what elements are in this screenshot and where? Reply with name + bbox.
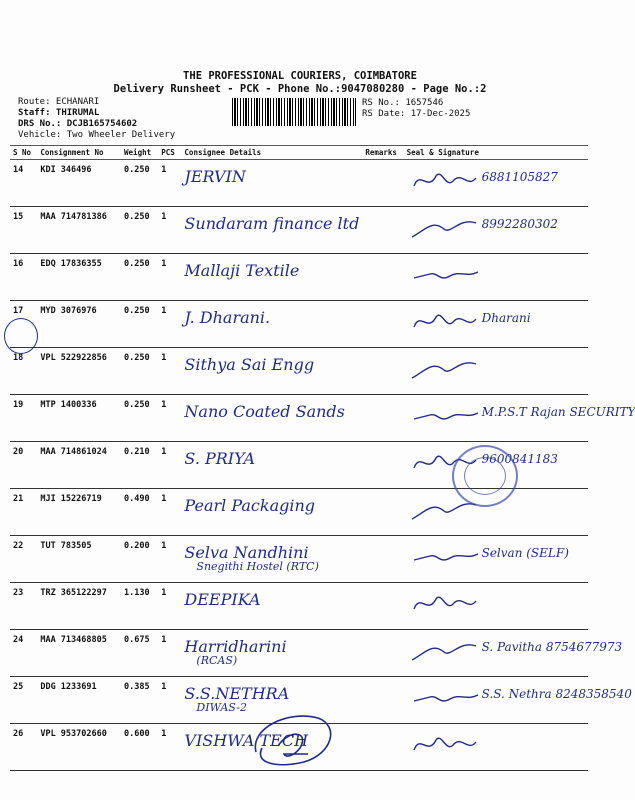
table-row (10, 160, 588, 207)
signature-scribble (410, 260, 480, 290)
row-consignment: TUT 783505 (37, 536, 121, 583)
signature-scribble (410, 636, 480, 666)
rs-number: RS No.: 1657546 (362, 98, 444, 108)
runsheet-meta-right (362, 98, 470, 120)
row-consignment: MAA 713468805 (37, 630, 121, 677)
runsheet-meta-left (18, 97, 175, 141)
row-weight: 1.130 (121, 583, 158, 630)
row-consignment: MJI 15226719 (37, 489, 121, 536)
row-sno: 17 (10, 301, 37, 348)
row-remarks (362, 536, 403, 583)
row-signature (404, 724, 588, 771)
row-consignment: MAA 714861024 (37, 442, 121, 489)
row-weight: 0.250 (121, 348, 158, 395)
col-consignment: Consignment No (37, 146, 121, 160)
row-weight: 0.385 (121, 677, 158, 724)
row-signature (404, 160, 588, 207)
signature-scribble (410, 542, 480, 572)
handwritten-consignee-name: Harridharini (184, 637, 287, 656)
row-consignee-details (181, 489, 362, 536)
handwritten-signature-text: S. Pavitha 8754677973 (481, 640, 623, 654)
table-row (10, 630, 588, 677)
row-remarks (362, 207, 403, 254)
signature-scribble (410, 307, 480, 337)
row-sno: 20 (10, 442, 37, 489)
row-signature (404, 630, 623, 677)
row-weight: 0.210 (121, 442, 158, 489)
table-header-row (10, 146, 588, 160)
row-consignment: EDQ 17836355 (37, 254, 121, 301)
row-consignment: MTP 1400336 (37, 395, 121, 442)
handwritten-consignee-extra: Snegithi Hostel (RTC) (196, 560, 319, 573)
row-consignee-details (181, 348, 362, 395)
row-weight: 0.675 (121, 630, 158, 677)
row-signature (404, 348, 588, 395)
row-sno: 19 (10, 395, 37, 442)
row-pcs: 1 (158, 207, 181, 254)
row-signature (404, 207, 588, 254)
rs-date: RS Date: 17-Dec-2025 (362, 109, 471, 119)
table-row (10, 301, 588, 348)
vehicle-label: Vehicle: Two Wheeler Delivery (18, 130, 176, 140)
row-weight: 0.250 (121, 301, 158, 348)
row-consignment: KDI 346496 (37, 160, 121, 207)
row-consignment: MYD 3076976 (37, 301, 121, 348)
row-consignment: DDG 1233691 (37, 677, 121, 724)
row-signature (404, 536, 588, 583)
row-sno: 24 (10, 630, 37, 677)
row-remarks (362, 677, 403, 724)
col-weight: Weight (121, 146, 158, 160)
row-weight: 0.600 (121, 724, 158, 771)
row-remarks (362, 395, 403, 442)
handwritten-consignee-name: JERVIN (184, 167, 246, 186)
row-remarks (362, 724, 403, 771)
row-consignment: TRZ 365122297 (37, 583, 121, 630)
handwritten-signature-text: Dharani (481, 311, 531, 325)
signature-scribble (410, 354, 480, 384)
handwritten-consignee-extra: (RCAS) (196, 654, 238, 667)
row-sno: 21 (10, 489, 37, 536)
row-consignment: MAA 714781386 (37, 207, 121, 254)
handwritten-signature-text: S.S. Nethra 8248358540 (481, 687, 632, 701)
row-remarks (362, 489, 403, 536)
handwritten-circle-mark (4, 318, 38, 354)
row-sno: 26 (10, 724, 37, 771)
row-sno: 14 (10, 160, 37, 207)
handwritten-consignee-name: S.S.NETHRA (184, 684, 290, 703)
signature-scribble (410, 213, 480, 243)
row-pcs: 1 (158, 254, 181, 301)
col-remarks: Remarks (362, 146, 403, 160)
row-sno: 22 (10, 536, 37, 583)
col-sno: S No (10, 146, 37, 160)
table-row (10, 583, 588, 630)
row-pcs: 1 (158, 442, 181, 489)
row-pcs: 1 (158, 301, 181, 348)
handwritten-scribble (248, 708, 338, 770)
handwritten-consignee-name: J. Dharani. (184, 308, 271, 327)
handwritten-signature-text: 9600841183 (481, 452, 558, 466)
row-consignment: VPL 953702660 (37, 724, 121, 771)
handwritten-consignee-name: Mallaji Textile (184, 261, 300, 280)
table-row (10, 348, 588, 395)
row-consignee-details (181, 301, 362, 348)
col-signature: Seal & Signature (404, 146, 588, 160)
handwritten-consignee-name: Nano Coated Sands (184, 402, 345, 421)
company-title: THE PROFESSIONAL COURIERS, COIMBATORE (183, 70, 417, 82)
runsheet-subtitle: Delivery Runsheet - PCK - Phone No.:9047080280 - Page No.:2 (113, 83, 487, 95)
row-consignee-details (181, 207, 362, 254)
row-sno: 23 (10, 583, 37, 630)
col-pcs: PCS (158, 146, 181, 160)
table-row (10, 254, 588, 301)
row-pcs: 1 (158, 677, 181, 724)
row-weight: 0.250 (121, 207, 158, 254)
row-signature (404, 254, 588, 301)
handwritten-consignee-name: Pearl Packaging (184, 496, 316, 515)
handwritten-consignee-name: Sithya Sai Engg (184, 355, 315, 374)
handwritten-consignee-name: S. PRIYA (184, 449, 255, 468)
handwritten-signature-text: 8992280302 (481, 217, 558, 231)
row-remarks (362, 160, 403, 207)
title-block (0, 70, 600, 96)
row-consignment: VPL 522922856 (37, 348, 121, 395)
row-consignee-details (181, 630, 362, 677)
row-consignee-details (181, 536, 362, 583)
row-weight: 0.200 (121, 536, 158, 583)
table-row (10, 536, 588, 583)
row-consignee-details (181, 160, 362, 207)
signature-scribble (410, 683, 480, 713)
row-consignee-details (181, 442, 362, 489)
row-remarks (362, 254, 403, 301)
row-pcs: 1 (158, 160, 181, 207)
row-sno: 15 (10, 207, 37, 254)
handwritten-signature-text: M.P.S.T Rajan SECURITY (481, 405, 635, 419)
row-pcs: 1 (158, 489, 181, 536)
row-weight: 0.250 (121, 395, 158, 442)
staff-label: Staff: THIRUMAL (18, 108, 100, 118)
row-weight: 0.250 (121, 254, 158, 301)
row-remarks (362, 630, 403, 677)
drs-number: DRS No.: DCJB165754602 (18, 119, 138, 129)
row-sno: 25 (10, 677, 37, 724)
row-weight: 0.490 (121, 489, 158, 536)
row-sno: 18 (10, 348, 37, 395)
row-signature (404, 301, 588, 348)
table-row (10, 207, 588, 254)
row-remarks (362, 442, 403, 489)
signature-scribble (410, 401, 480, 431)
handwritten-signature-text: Selvan (SELF) (481, 546, 569, 560)
row-remarks (362, 583, 403, 630)
handwritten-consignee-name: Selva Nandhini (184, 543, 309, 562)
col-consignee: Consignee Details (181, 146, 362, 160)
row-sno: 16 (10, 254, 37, 301)
row-pcs: 1 (158, 348, 181, 395)
row-pcs: 1 (158, 724, 181, 771)
row-consignee-details (181, 583, 362, 630)
signature-scribble (410, 589, 480, 619)
row-weight: 0.250 (121, 160, 158, 207)
route-label: Route: ECHANARI (18, 97, 100, 107)
row-remarks (362, 348, 403, 395)
row-consignee-details (181, 395, 362, 442)
signature-scribble (410, 730, 480, 760)
signature-scribble (410, 166, 480, 196)
row-pcs: 1 (158, 395, 181, 442)
company-seal-stamp (452, 445, 518, 507)
handwritten-consignee-name: VISHWA TECH (184, 731, 309, 750)
barcode (232, 98, 356, 126)
row-remarks (362, 301, 403, 348)
table-row (10, 395, 588, 442)
row-signature (404, 583, 588, 630)
handwritten-consignee-name: DEEPIKA (184, 590, 261, 609)
row-signature (404, 677, 632, 724)
handwritten-consignee-extra: DIWAS-2 (196, 701, 247, 714)
row-signature (404, 395, 635, 442)
row-pcs: 1 (158, 536, 181, 583)
row-pcs: 1 (158, 630, 181, 677)
row-pcs: 1 (158, 583, 181, 630)
handwritten-consignee-name: Sundaram finance ltd (184, 214, 360, 233)
row-consignee-details (181, 254, 362, 301)
handwritten-signature-text: 6881105827 (481, 170, 558, 184)
